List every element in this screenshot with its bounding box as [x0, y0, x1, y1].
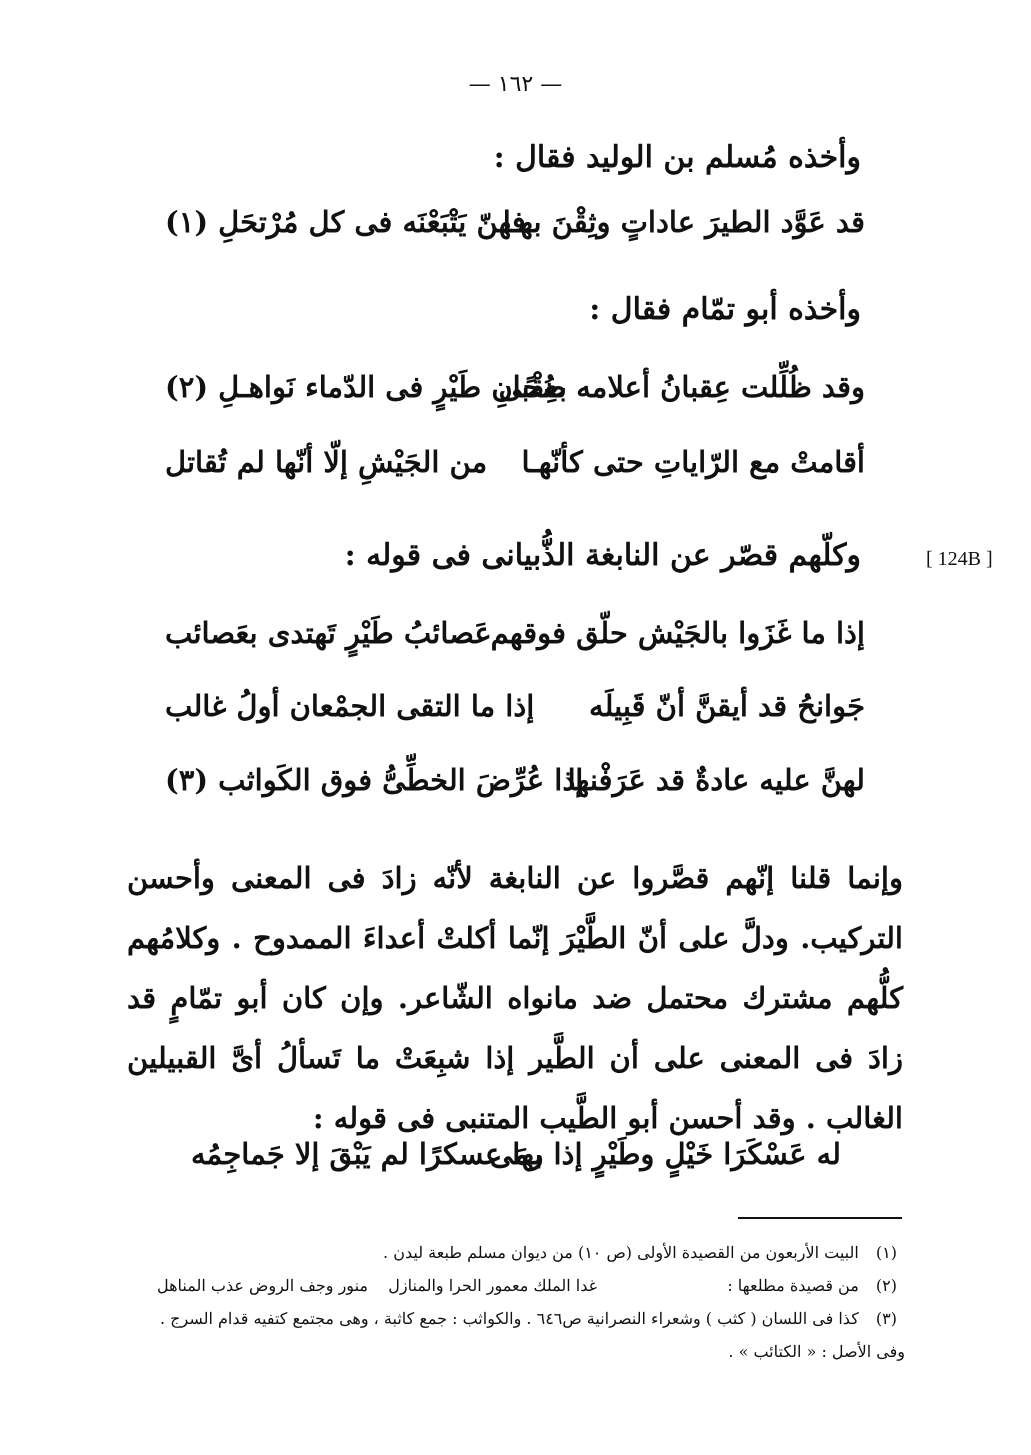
verse-abu-tammam-1: [165, 370, 865, 418]
footnote-2: [137, 1269, 897, 1302]
verse-first-hemistich: لهنَّ عليه عادةٌ قد عَرَفْنها: [567, 763, 865, 797]
verse-mutanabbi: [191, 1137, 841, 1185]
verse-first-hemistich: أقامتْ مع الرّاياتِ حتى كأنّهـا: [521, 445, 865, 479]
footnote-3-continuation: وفى الأصل : « الكتائب » .: [728, 1342, 905, 1361]
footnote-separator: [738, 1217, 902, 1219]
footnote-number: (٣): [875, 1309, 897, 1328]
intro-line-nabigha: وكلّهم قصّر عن النابغة الذُّبيانى فى قوله :: [344, 538, 861, 573]
verse-first-hemistich: له عَسْكَرَا خَيْلٍ وطَيْرٍ إذا رمَى: [489, 1137, 841, 1171]
footnote-number: (٢): [875, 1276, 897, 1295]
verse-second-hemistich: بعِقْبانِ طَيْرٍ فى الدّماء نَواهـلِ (٢): [165, 370, 567, 404]
footnote-verse-first-hemistich: غدا الملك معمور الحرا والمنازل: [388, 1276, 597, 1295]
footnote-1: [137, 1236, 897, 1269]
verse-nabigha-2: [165, 689, 865, 737]
margin-reference: [ 124B ]: [926, 548, 993, 570]
verse-nabigha-3: [165, 763, 865, 811]
intro-line-abu-tammam: وأخذه أبو تمّام فقال :: [589, 292, 861, 327]
footnote-text: كذا فى اللسان ( كثب ) وشعراء النصرانية ص٦٤٦ . والكواثب : جمع كاثبة ، وهى مجتمع كتفيه قدام السرج .: [159, 1309, 859, 1328]
verse-first-hemistich: وقد ظُلِّلت عِقبانُ أعلامه ضُحًى: [498, 370, 865, 404]
footnote-text: من قصيدة مطلعها :: [727, 1276, 859, 1295]
verse-second-hemistich: بها عسكرًا لم يَبْقَ إلا جَماجِمُه: [191, 1137, 543, 1171]
footnote-number: (١): [875, 1243, 897, 1262]
verse-nabigha-1: [165, 616, 865, 664]
footnotes: [137, 1236, 905, 1368]
page-number: — ١٦٢ —: [468, 72, 563, 97]
verse-second-hemistich: عَصائبُ طَيْرٍ تَهتدى بعَصائب: [165, 616, 492, 650]
verse-abu-tammam-2: [165, 445, 865, 493]
verse-second-hemistich: من الجَيْشِ إلّا أنّها لم تُقاتل: [165, 445, 488, 479]
commentary-text: وإنما قلنا إنّهم قصَّروا عن النابغة لأنّه زادَ فى المعنى وأحسن التركيب. ودلَّ على أنّ الطَّيْرَ إنّما أكلتْ أعداءَ الممدوح . وكلامُهم كلُّهم مشترك محتمل ضد مانواه الشّاعر. وإن كان أبو تمّامٍ قد زادَ فى المعنى على أن الطَّير إذا شبِعَتْ ما تَسألُ أىَّ القبيلين الغالب . وقد أحسن أبو الطَّيب المتنبى فى قوله :: [127, 861, 903, 1135]
verse-first-hemistich: قد عَوَّد الطيرَ عاداتٍ وثِقْنَ بهـا: [502, 205, 865, 239]
verse-second-hemistich: إذا عُرِّضَ الخطِّىُّ فوق الكَواثب (٣): [165, 763, 584, 797]
footnote-text: البيت الأربعون من القصيدة الأولى (ص ١٠) من ديوان مسلم طبعة ليدن .: [383, 1243, 859, 1262]
verse-second-hemistich: فهنّ يَتْبَعْنَه فى كل مُرْتحَلِ (١): [165, 205, 526, 239]
verse-second-hemistich: إذا ما التقى الجمْعان أولُ غالب: [165, 689, 535, 723]
verse-first-hemistich: إذا ما غَزَوا بالجَيْش حلّق فوقهم: [490, 616, 865, 650]
footnote-3: [137, 1302, 897, 1335]
intro-line-muslim: وأخذه مُسلم بن الوليد فقال :: [493, 140, 861, 175]
verse-muslim-1: [165, 205, 865, 253]
verse-first-hemistich: جَوانحُ قد أيقنَّ أنّ قَبِيلَه: [589, 689, 865, 723]
footnote-verse-second-hemistich: منور وجف الروض عذب المناهل: [157, 1276, 368, 1295]
commentary-paragraph: [127, 848, 903, 1148]
